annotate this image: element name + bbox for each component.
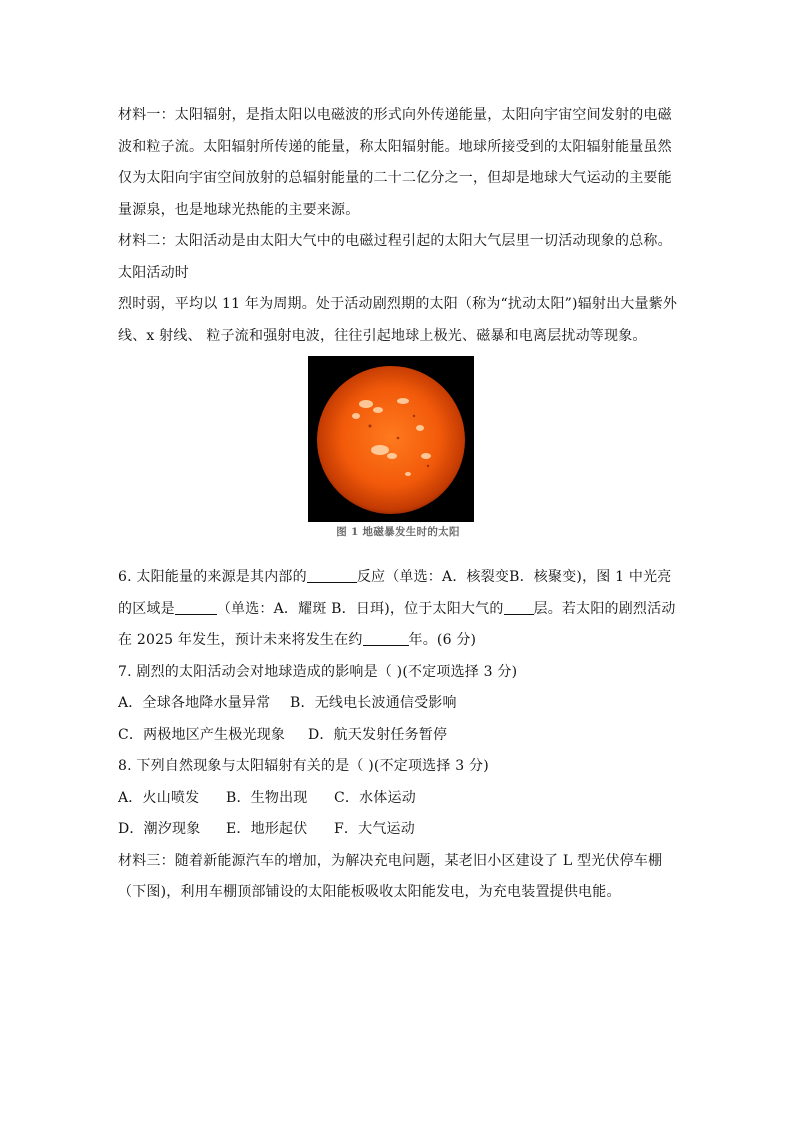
q7-options-row1 <box>118 688 678 720</box>
q8-stem: 8. 下列自然现象与太阳辐射有关的是（ )(不定项选择 3 分) <box>118 758 489 774</box>
sun-disk <box>317 366 465 514</box>
q6-text-2b: （单选：A．耀斑 B．日珥)，位于太阳大气的 <box>216 600 504 617</box>
q8-option-c[interactable]: C．水体运动 <box>334 789 416 806</box>
q6-text-3a: 在 2025 年发生，预计未来将发生在约 <box>118 632 363 648</box>
figure-caption: 图 1 地磁暴发生时的太阳 <box>336 526 460 538</box>
material2-line1: 材料二：太阳活动是由太阳大气中的电磁过程引起的太阳大气层里一切活动现象的总称。 <box>118 233 672 249</box>
material3-line2: （下图)，利用车棚顶部铺设的太阳能板吸收太阳能发电，为充电装置提供电能。 <box>118 884 621 900</box>
q6-text-2a: 的区域是 <box>118 600 175 617</box>
q6-blank-3[interactable] <box>504 600 534 615</box>
q7-options-row2 <box>118 720 678 752</box>
material1-line3: 仅为太阳向宇宙空间放射的总辐射能量的二十二亿分之一，但却是地球大气运动的主要能 <box>118 170 672 186</box>
q6-text-1b: 反应（单选：A．核裂变B．核聚变)，图 1 中光亮 <box>356 569 672 585</box>
q8-option-f[interactable]: F．大气运动 <box>334 821 415 837</box>
q8-option-b[interactable]: B．生物出现 <box>226 789 308 806</box>
q8-option-d[interactable]: D．潮汐现象 <box>118 821 201 837</box>
q6-text-1a: 6. 太阳能量的来源是其内部的 <box>118 569 307 585</box>
q6-text-3b: 年。(6 分) <box>408 632 477 648</box>
sun-figure <box>118 356 678 556</box>
material1-line4: 量源泉，也是地球光热能的主要来源。 <box>118 201 360 218</box>
material2-line3: 烈时弱，平均以 11 年为周期。处于活动剧烈期的太阳（称为“扰动太阳”)辐射出大量紫外 <box>118 296 678 312</box>
q8-options-row1 <box>118 783 678 815</box>
q7-option-a[interactable]: A．全球各地降水量异常 <box>118 695 271 711</box>
material1-line1: 材料一：太阳辐射，是指太阳以电磁波的形式向外传递能量，太阳向宇宙空间发射的电磁 <box>118 107 672 123</box>
q6-line2 <box>118 594 678 626</box>
q6-line3 <box>118 625 678 657</box>
q7-option-b[interactable]: B．无线电长波通信受影响 <box>290 695 457 711</box>
material3-line1: 材料三：随着新能源汽车的增加，为解决充电问题，某老旧小区建设了 L 型光伏停车棚 <box>118 852 663 869</box>
q7-option-d[interactable]: D．航天发射任务暂停 <box>308 726 448 743</box>
document-content <box>118 100 678 909</box>
material1-line2: 波和粒子流。太阳辐射所传递的能量，称太阳辐射能。地球所接受到的太阳辐射能量虽然 <box>118 138 672 155</box>
q7-option-c[interactable]: C．两极地区产生极光现象 <box>118 726 286 743</box>
sun-svg <box>308 356 474 522</box>
q6-blank-2[interactable] <box>175 600 217 615</box>
q6-blank-4[interactable] <box>363 631 409 646</box>
material2-line4: 线、x 射线、 粒子流和强射电波，往往引起地球上极光、磁暴和电离层扰动等现象。 <box>118 327 647 344</box>
q7-stem: 7. 剧烈的太阳活动会对地球造成的影响是（ )(不定项选择 3 分) <box>118 663 518 680</box>
q6-blank-1[interactable] <box>307 568 357 583</box>
q8-option-e[interactable]: E．地形起伏 <box>226 821 308 837</box>
q8-options-row2 <box>118 814 678 846</box>
material2-line2: 太阳活动时 <box>118 264 189 281</box>
sun-image <box>308 356 474 522</box>
q6-text-2c: 层。若太阳的剧烈活动 <box>533 600 676 617</box>
q6-line1 <box>118 562 678 594</box>
q8-option-a[interactable]: A．火山喷发 <box>118 789 200 806</box>
